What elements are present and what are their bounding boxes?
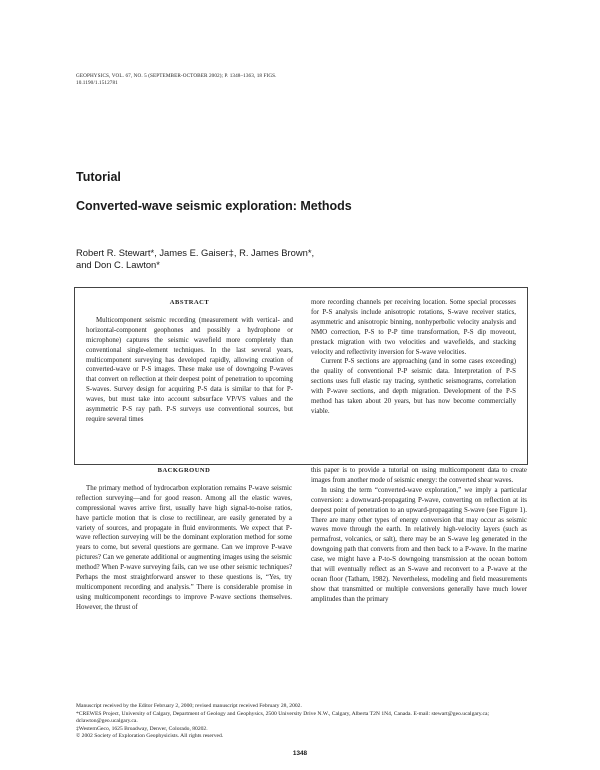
footnote-received: Manuscript received by the Editor February 2, 2000; revised manuscript received February 28, 2002. xyxy=(76,703,302,709)
author-list xyxy=(76,247,526,270)
background-heading: BACKGROUND xyxy=(157,467,211,474)
background-paragraph-1: The primary method of hydrocarbon exploration remains P-wave seismic reflection surveying—and for good reason. Among all the elastic waves, compressional waves arrive first, usually have high signal-to-noise ratios, have particle motion that is close to rectilinear, are easily generated by a variety of sources, and propagate in fluid environments. We expect that P-wave reflection surveying will be the dominant exploration method for some years to come, but several questions are germane. Can we improve P-wave pictures? Can we generate additional or augmenting images using the seismic method? When P-wave surveying fails, can we use other seismic techniques? Perhaps the most straightforward answer to these questions is, “Yes, try multicomponent recording and analysis.” There is considerable promise in using multicomponent recordings to improve P-wave sections themselves. However, the thrust of xyxy=(76,484,292,611)
footnote-affiliation-1: *CREWES Project, University of Calgary, Department of Geology and Geophysics, 2500 University Drive N.W., Calgary, Alberta T2N 1N4, Canada. E-mail: stewart@geo.ucalgary.ca; dclawton@geo.ucalgary.ca. xyxy=(76,710,490,724)
abstract-paragraph-3: Current P-S sections are approaching (and in some cases exceeding) the quality of conventional P-P seismic data. Interpretation of P-S sections uses full elastic ray tracing, synthetic seismograms, correlation with P-wave sections, and depth migration. Development of the P-S method has taken about 20 years, but has now become commercially viable. xyxy=(311,358,516,415)
journal-header xyxy=(76,73,476,87)
abstract-paragraph-1: Multicomponent seismic recording (measurement with vertical- and horizontal-component geophones and possibly a hydrophone or microphone) captures the seismic wavefield more completely than conventional single-element techniques. In the last several years, multicomponent surveying has developed rapidly, allowing creation of converted-wave or P-S images. These make use of downgoing P-waves that convert on reflection at their deepest point of penetration to upcoming S-waves. Survey design for acquiring P-S data is similar to that for P-waves, but must take into account subsurface VP/VS values and the asymmetric P-S ray path. P-S surveys use conventional sources, but require several times xyxy=(86,316,293,423)
authors-line-2: and Don C. Lawton* xyxy=(76,258,160,270)
abstract-right-column xyxy=(311,298,516,417)
footnote-copyright: © 2002 Society of Exploration Geophysicists. All rights reserved. xyxy=(76,733,224,739)
paper-title: Converted-wave seismic exploration: Methods xyxy=(76,199,352,213)
abstract-left-column xyxy=(86,298,293,425)
footnotes xyxy=(76,703,536,741)
background-paragraph-3: In using the term “converted-wave exploration,” we imply a particular conversion: a downward-propagating P-wave, converting on reflection at its deepest point of penetration to an upward-propagating S-wave (see Figure 1). There are many other types of energy conversion that may occur as seismic waves move through the earth. In relatively high-velocity layers (such as permafrost, volcanics, or salt), there may be an S-wave leg generated in the downgoing path that converts from and then back to a P-wave. In the marine case, we might have a P-to-S downgoing transmission at the ocean bottom that will eventually reflect as an S-wave and reconvert to a P-wave at the ocean floor (Tatham, 1982). Nevertheless, modeling and field measurements show that transmitted or multiple conversions generally have much lower amplitudes than the primary xyxy=(311,486,527,603)
body-right-column xyxy=(311,466,527,605)
abstract-heading: ABSTRACT xyxy=(169,299,210,306)
doi: 10.1190/1.1512781 xyxy=(76,80,118,86)
authors-line-1: Robert R. Stewart*, James E. Gaiser‡, R. James Brown*, xyxy=(76,247,315,258)
section-label: Tutorial xyxy=(76,170,121,184)
page-number: 1348 xyxy=(292,750,308,757)
background-paragraph-2: this paper is to provide a tutorial on using multicomponent data to create images from another mode of seismic energy: the converted shear waves. xyxy=(311,467,527,484)
journal-citation: GEOPHYSICS, VOL. 67, NO. 5 (SEPTEMBER-OCTOBER 2002); P. 1348–1363, 18 FIGS. xyxy=(76,73,277,79)
body-left-column xyxy=(76,466,292,613)
abstract-paragraph-2: more recording channels per receiving location. Some special processes for P-S analysis include anisotropic rotations, S-wave receiver statics, asymmetric and anisotropic binning, nonhyperbolic velocity analysis and NMO correction, P-S to P-P time transformation, P-S dip moveout, prestack migration with two velocities and wavefields, and stacking velocity and reflectivity inversion for S-wave velocities. xyxy=(311,299,516,356)
footnote-affiliation-2: ‡WesternGeco, 1625 Broadway, Denver, Colorado, 80202. xyxy=(76,725,208,732)
